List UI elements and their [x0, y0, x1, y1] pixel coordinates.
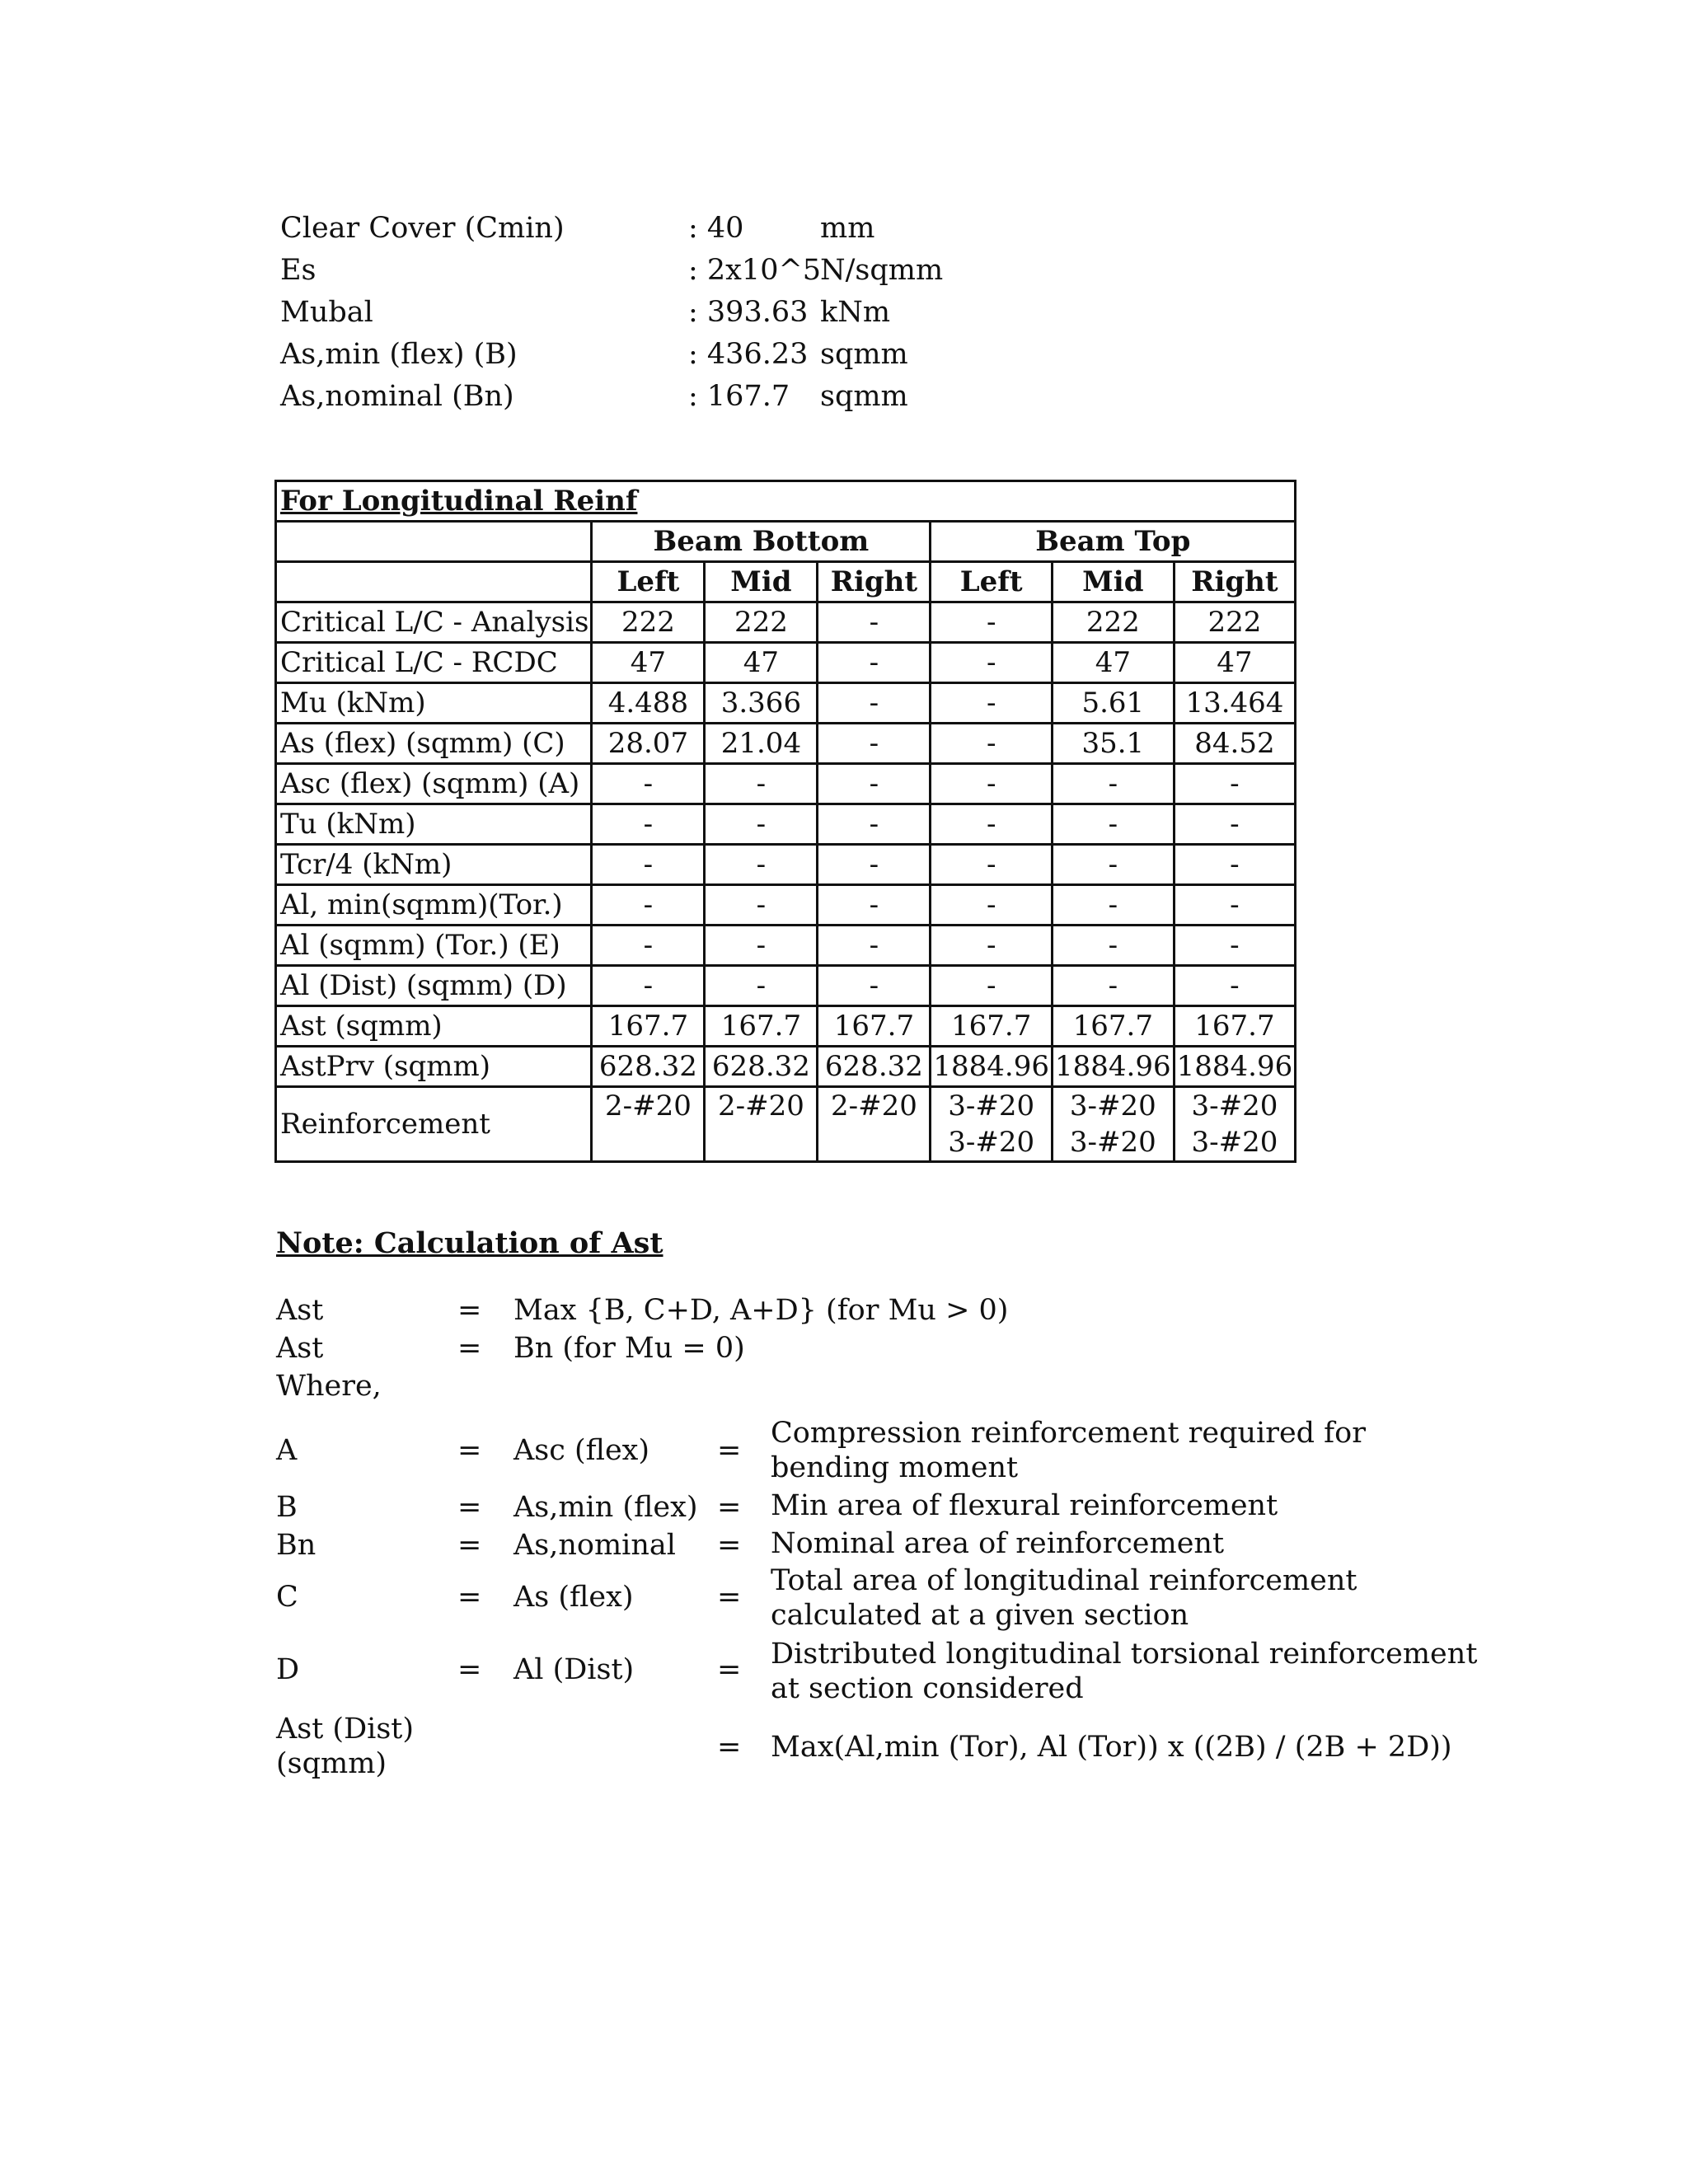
table-cell: 47 — [705, 643, 818, 683]
table-row — [276, 724, 1296, 764]
reinforcement-line: 2-#20 — [717, 1090, 804, 1122]
table-cell: - — [705, 926, 818, 966]
reinforcement-line: 3-#20 — [1069, 1126, 1156, 1159]
table-cell: 4.488 — [592, 683, 705, 724]
table-cell: - — [931, 845, 1053, 885]
table-cell: - — [931, 926, 1053, 966]
table-cell: - — [818, 724, 931, 764]
table-cell: 5.61 — [1053, 683, 1175, 724]
definition-equals: = — [457, 1653, 482, 1686]
row-label: Al (Dist) (sqmm) (D) — [276, 966, 592, 1006]
table-row — [276, 683, 1296, 724]
table-cell: 222 — [1053, 602, 1175, 643]
definition-desc-line: Min area of flexural reinforcement — [771, 1489, 1278, 1522]
table-cell: 13.464 — [1174, 683, 1296, 724]
row-label: Reinforcement — [276, 1087, 592, 1162]
reinforcement-line: 2-#20 — [604, 1090, 692, 1122]
row-label: Tcr/4 (kNm) — [276, 845, 592, 885]
column-header: Left — [592, 562, 705, 602]
table-cell: 222 — [1174, 602, 1296, 643]
table-cell: 222 — [705, 602, 818, 643]
table-row — [276, 926, 1296, 966]
definition-term: Asc (flex) — [513, 1434, 650, 1467]
definition-desc-line: Compression reinforcement required for — [771, 1417, 1366, 1450]
note-title: Note: Calculation of Ast — [276, 1226, 663, 1260]
table-row — [276, 1047, 1296, 1087]
table-cell: 222 — [592, 602, 705, 643]
reinforcement-line: 3-#20 — [1069, 1090, 1156, 1122]
definition-term: As (flex) — [513, 1581, 634, 1614]
column-header: Mid — [705, 562, 818, 602]
table-caption: For Longitudinal Reinf — [276, 481, 1296, 522]
param-unit: sqmm — [820, 338, 908, 371]
table-cell: - — [1053, 845, 1175, 885]
formula-symbol: Ast — [276, 1332, 324, 1365]
param-value: : 40 — [688, 212, 744, 245]
table-cell: 1884.96 — [931, 1047, 1053, 1087]
table-cell: - — [1053, 885, 1175, 926]
definition-desc-line: at section considered — [771, 1672, 1084, 1705]
table-cell: - — [818, 764, 931, 804]
row-label: Ast (sqmm) — [276, 1006, 592, 1047]
table-row — [276, 845, 1296, 885]
table-row — [276, 602, 1296, 643]
param-value: : 393.63 — [688, 296, 809, 329]
definition-symbol: C — [276, 1581, 298, 1614]
definition-equals: = — [457, 1529, 482, 1562]
param-value: : 436.23 — [688, 338, 809, 371]
empty-cell — [276, 522, 592, 562]
table-cell: - — [705, 966, 818, 1006]
formula-expression: Bn (for Mu = 0) — [513, 1332, 745, 1365]
table-row — [276, 966, 1296, 1006]
row-label: As (flex) (sqmm) (C) — [276, 724, 592, 764]
table-cell: - — [931, 643, 1053, 683]
definition-symbol: A — [276, 1434, 298, 1467]
reinforcement-cell — [818, 1087, 931, 1162]
table-cell: - — [1174, 764, 1296, 804]
table-body — [276, 481, 1296, 1162]
formula-symbol: Ast — [276, 1294, 324, 1327]
formula-equals: = — [457, 1294, 482, 1327]
definition-term: Al (Dist) — [513, 1653, 635, 1686]
ast-dist-formula: Max(Al,min (Tor), Al (Tor)) x ((2B) / (2B + 2D)) — [771, 1731, 1452, 1764]
table-cell: - — [931, 764, 1053, 804]
table-cell: - — [1174, 845, 1296, 885]
param-label: As,min (flex) (B) — [280, 338, 518, 371]
table-cell: - — [592, 885, 705, 926]
definition-equals: = — [457, 1581, 482, 1614]
definition-equals: = — [717, 1581, 742, 1614]
table-cell: 47 — [592, 643, 705, 683]
definition-equals: = — [457, 1434, 482, 1467]
reinforcement-line: 2-#20 — [830, 1090, 917, 1122]
table-cell: - — [705, 804, 818, 845]
table-cell: 628.32 — [592, 1047, 705, 1087]
sub-header-row — [276, 562, 1296, 602]
row-label: Critical L/C - Analysis — [276, 602, 592, 643]
formula-equals: = — [457, 1332, 482, 1365]
param-unit: kNm — [820, 296, 891, 329]
table-caption-row — [276, 481, 1296, 522]
column-header: Mid — [1053, 562, 1175, 602]
formula-expression: Max {B, C+D, A+D} (for Mu > 0) — [513, 1294, 1009, 1327]
table-cell: 28.07 — [592, 724, 705, 764]
row-label: Al, min(sqmm)(Tor.) — [276, 885, 592, 926]
table-cell: 167.7 — [931, 1006, 1053, 1047]
table-cell: - — [592, 966, 705, 1006]
table-cell: 3.366 — [705, 683, 818, 724]
param-label: As,nominal (Bn) — [280, 380, 514, 413]
table-cell: - — [1053, 804, 1175, 845]
table-cell: - — [818, 643, 931, 683]
column-header: Left — [931, 562, 1053, 602]
group-header-row — [276, 522, 1296, 562]
reinforcement-cell — [592, 1087, 705, 1162]
table-cell: - — [818, 804, 931, 845]
row-label: AstPrv (sqmm) — [276, 1047, 592, 1087]
definition-equals: = — [717, 1491, 742, 1524]
table-cell: - — [818, 845, 931, 885]
param-label: Es — [280, 254, 316, 287]
table-cell: 167.7 — [1053, 1006, 1175, 1047]
table-cell: - — [818, 683, 931, 724]
table-cell: 167.7 — [1174, 1006, 1296, 1047]
param-unit: sqmm — [820, 380, 908, 413]
table-cell: 628.32 — [705, 1047, 818, 1087]
definition-term: As,min (flex) — [513, 1491, 698, 1524]
row-label: Critical L/C - RCDC — [276, 643, 592, 683]
definition-symbol: D — [276, 1653, 300, 1686]
table-row — [276, 643, 1296, 683]
table-cell: - — [931, 602, 1053, 643]
reinforcement-cell — [1053, 1087, 1175, 1162]
reinforcement-line: 3-#20 — [948, 1126, 1035, 1159]
reinforcement-cell — [705, 1087, 818, 1162]
table-cell: - — [818, 926, 931, 966]
reinforcement-row — [276, 1087, 1296, 1162]
row-label: Asc (flex) (sqmm) (A) — [276, 764, 592, 804]
table-cell: 1884.96 — [1174, 1047, 1296, 1087]
definition-symbol: Bn — [276, 1529, 316, 1562]
ast-dist-label-line: (sqmm) — [276, 1747, 387, 1780]
table-row — [276, 764, 1296, 804]
table-cell: - — [1053, 926, 1175, 966]
table-cell: - — [818, 966, 931, 1006]
column-header: Right — [1174, 562, 1296, 602]
param-label: Clear Cover (Cmin) — [280, 212, 565, 245]
column-header: Right — [818, 562, 931, 602]
table-row — [276, 804, 1296, 845]
reinforcement-line: 3-#20 — [1191, 1090, 1278, 1122]
param-label: Mubal — [280, 296, 373, 329]
param-value: : 2x10^5 — [688, 254, 822, 287]
table-cell: - — [931, 966, 1053, 1006]
table-cell: 167.7 — [818, 1006, 931, 1047]
definition-desc-line: Distributed longitudinal torsional reinforcement — [771, 1638, 1478, 1671]
ast-dist-equals: = — [717, 1731, 742, 1764]
ast-dist-label-line: Ast (Dist) — [276, 1713, 415, 1746]
table-cell: - — [931, 724, 1053, 764]
empty-cell — [276, 562, 592, 602]
reinforcement-line: 3-#20 — [1191, 1126, 1278, 1159]
table-cell: 167.7 — [592, 1006, 705, 1047]
row-label: Tu (kNm) — [276, 804, 592, 845]
definition-equals: = — [717, 1529, 742, 1562]
reinforcement-cell — [1174, 1087, 1296, 1162]
table-cell: - — [592, 764, 705, 804]
definition-desc-line: bending moment — [771, 1451, 1019, 1484]
table-cell: - — [1053, 966, 1175, 1006]
table-cell: - — [705, 764, 818, 804]
table-cell: 1884.96 — [1053, 1047, 1175, 1087]
table-cell: 47 — [1174, 643, 1296, 683]
definition-desc-line: Nominal area of reinforcement — [771, 1527, 1225, 1560]
table-cell: - — [1174, 966, 1296, 1006]
table-cell: - — [592, 845, 705, 885]
group-header-beam-bottom: Beam Bottom — [592, 522, 931, 562]
param-unit: mm — [820, 212, 875, 245]
definition-symbol: B — [276, 1491, 298, 1524]
table-cell: 628.32 — [818, 1047, 931, 1087]
param-value: : 167.7 — [688, 380, 790, 413]
table-cell: - — [1174, 926, 1296, 966]
table-cell: 21.04 — [705, 724, 818, 764]
table-cell: - — [1053, 764, 1175, 804]
table-cell: - — [705, 885, 818, 926]
table-cell: - — [592, 804, 705, 845]
table-cell: - — [705, 845, 818, 885]
reinforcement-line: 3-#20 — [948, 1090, 1035, 1122]
group-header-beam-top: Beam Top — [931, 522, 1296, 562]
table-cell: 84.52 — [1174, 724, 1296, 764]
longitudinal-reinf-table — [274, 480, 1296, 1163]
definition-desc-line: Total area of longitudinal reinforcement — [771, 1564, 1357, 1597]
table-cell: 35.1 — [1053, 724, 1175, 764]
param-unit: N/sqmm — [820, 254, 944, 287]
table-cell: - — [1174, 885, 1296, 926]
row-label: Mu (kNm) — [276, 683, 592, 724]
definition-equals: = — [457, 1491, 482, 1524]
definition-equals: = — [717, 1434, 742, 1467]
table-cell: - — [931, 804, 1053, 845]
table-cell: - — [592, 926, 705, 966]
row-label: Al (sqmm) (Tor.) (E) — [276, 926, 592, 966]
table-cell: 167.7 — [705, 1006, 818, 1047]
table-cell: - — [931, 683, 1053, 724]
definition-term: As,nominal — [513, 1529, 676, 1562]
table-row — [276, 885, 1296, 926]
where-label: Where, — [276, 1370, 382, 1403]
table-cell: - — [1174, 804, 1296, 845]
table-cell: - — [931, 885, 1053, 926]
definition-equals: = — [717, 1653, 742, 1686]
reinforcement-cell — [931, 1087, 1053, 1162]
table-row — [276, 1006, 1296, 1047]
definition-desc-line: calculated at a given section — [771, 1599, 1189, 1632]
table-cell: 47 — [1053, 643, 1175, 683]
table-cell: - — [818, 885, 931, 926]
table-cell: - — [818, 602, 931, 643]
